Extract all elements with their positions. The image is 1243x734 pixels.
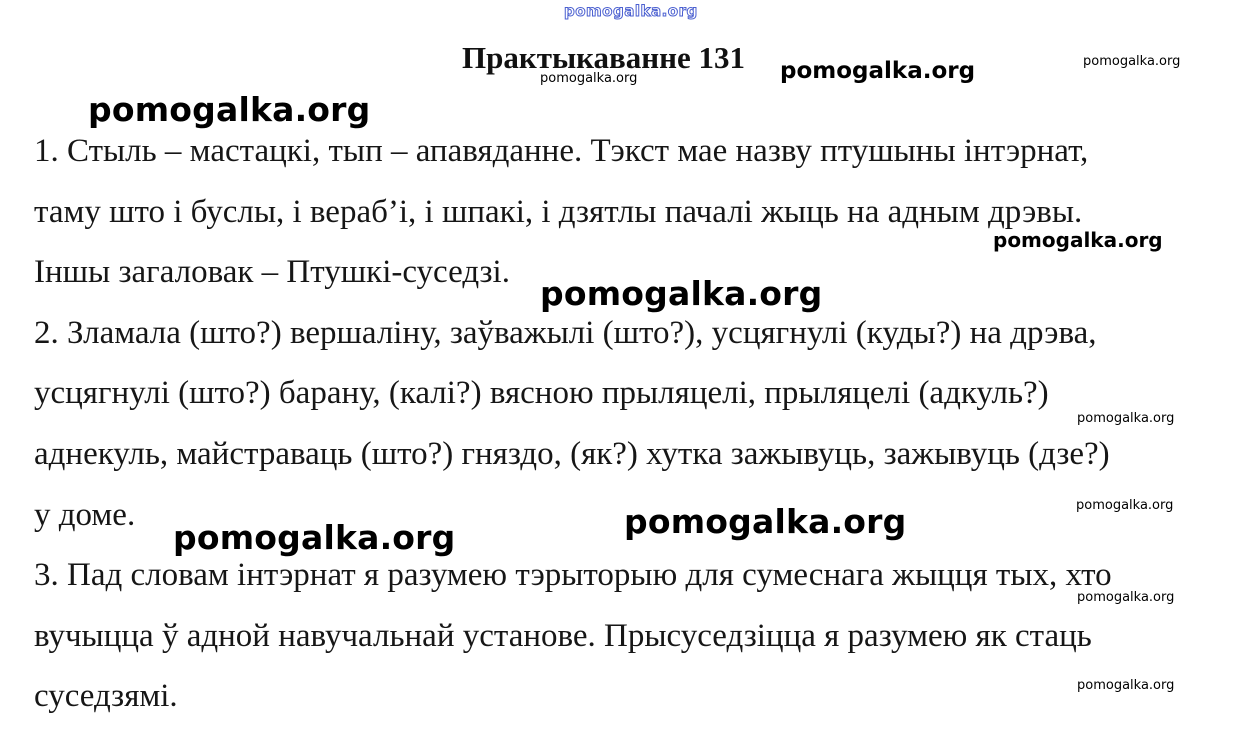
paragraph-line-7: у доме. [34, 497, 136, 533]
page-title: Практыкаванне 131 [462, 40, 746, 75]
watermark: pomogalka.org [88, 90, 371, 129]
paragraph-line-9: вучыцца ў адной навучальнай установе. Прысуседзіцца я разумею як стаць [34, 618, 1092, 654]
watermark: pomogalka.org [1076, 498, 1174, 513]
paragraph-line-5: усцягнулі (што?) барану, (калі?) вясною прыляцелі, прыляцелі (адкуль?) [34, 375, 1049, 411]
paragraph-line-1: 1. Стыль – мастацкі, тып – апавяданне. Тэкст мае назву птушыны інтэрнат, [34, 133, 1089, 169]
paragraph-line-8: 3. Пад словам інтэрнат я разумею тэрыторыю для сумеснага жыцця тых, хто [34, 557, 1112, 593]
paragraph-line-3: Іншы загаловак – Птушкі-суседзі. [34, 254, 510, 290]
paragraph-line-6: аднекуль, майстраваць (што?) гняздо, (як?) хутка зажывуць, зажывуць (дзе?) [34, 436, 1110, 472]
watermark: pomogalka.org [1077, 590, 1175, 605]
watermark: pomogalka.org [1083, 54, 1181, 69]
watermark: pomogalka.org [624, 502, 907, 541]
watermark: pomogalka.org [993, 228, 1163, 252]
paragraph-line-2: таму што і буслы, і вераб’і, і шпакі, і дзятлы пачалі жыць на адным дрэвы. [34, 194, 1083, 230]
watermark: pomogalka.org [1077, 411, 1175, 426]
watermark: pomogalka.org [173, 518, 456, 557]
watermark: pomogalka.org [780, 58, 976, 84]
paragraph-line-4: 2. Зламала (што?) вершаліну, заўважылі (што?), усцягнулі (куды?) на дрэва, [34, 315, 1097, 351]
watermark: pomogalka.org [1077, 678, 1175, 693]
watermark: pomogalka.org [540, 274, 823, 313]
watermark: pomogalka.org [540, 71, 638, 86]
paragraph-line-10: суседзямі. [34, 678, 178, 714]
top-watermark: pomogalka.org [564, 2, 698, 20]
